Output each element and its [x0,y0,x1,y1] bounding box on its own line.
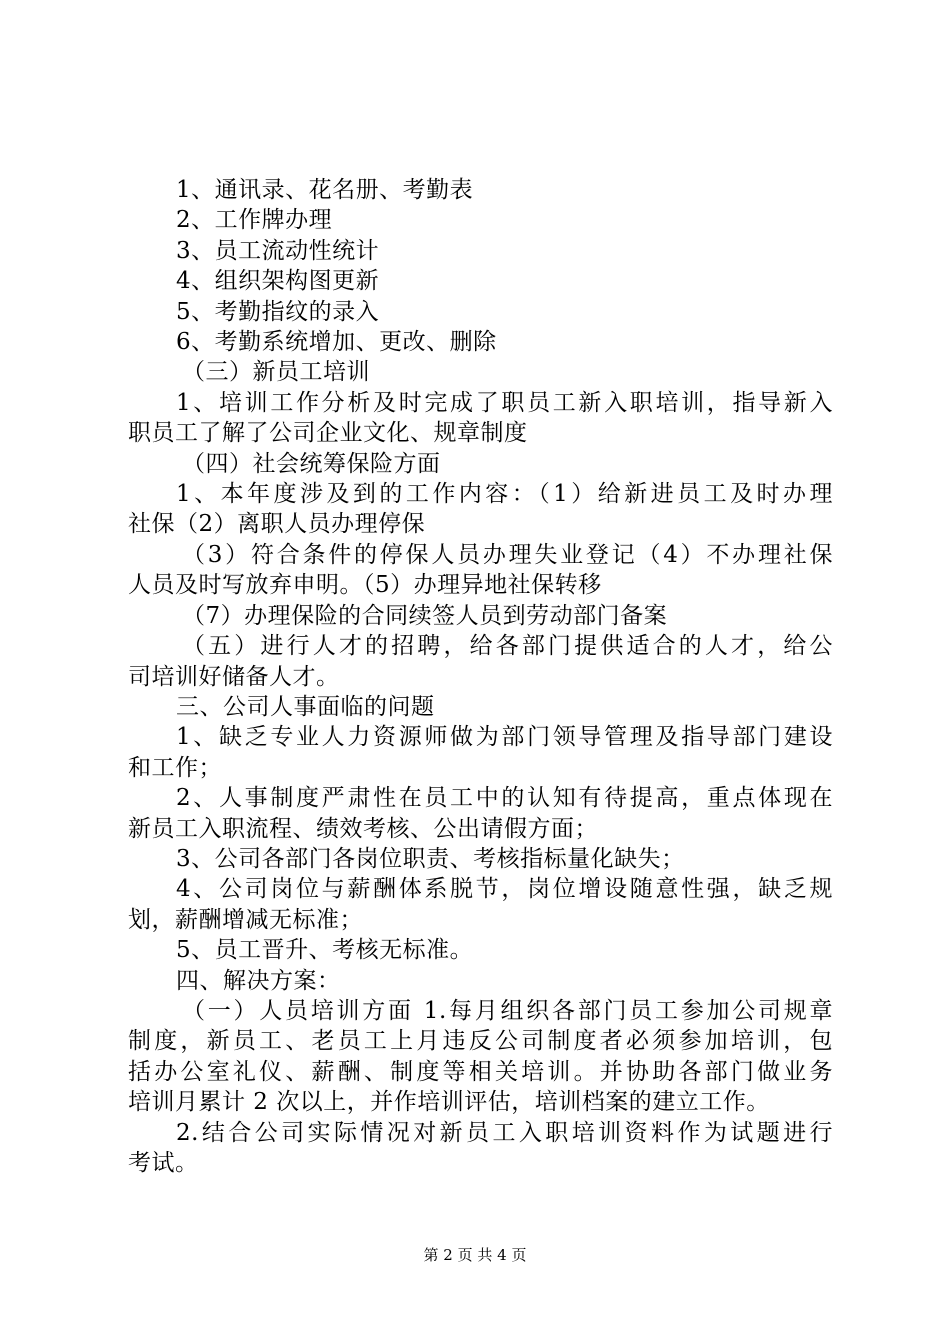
paragraph-line: 3、公司各部门各岗位职责、考核指标量化缺失； [176,845,685,872]
paragraph-line: （3）符合条件的停保人员办理失业登记（4）不办理社保 [182,541,833,568]
paragraph-line: 划，薪酬增减无标准； [128,906,363,933]
paragraph-line: 制度，新员工、老员工上月违反公司制度者必须参加培训，包 [128,1028,833,1055]
document-body [128,175,833,1178]
paragraph-line: 新员工入职流程、绩效考核、公出请假方面； [128,815,598,842]
paragraph-line: 考试。 [128,1150,199,1176]
paragraph-line: 2、人事制度严肃性在员工中的认知有待提高，重点体现在 [176,785,833,812]
paragraph-line: （7）办理保险的合同续签人员到劳动部门备案 [182,602,668,629]
list-item: 1、通讯录、花名册、考勤表 [176,177,474,203]
paragraph-line: 括办公室礼仪、薪酬、制度等相关培训。并协助各部门做业务 [128,1058,833,1085]
list-item: 4、组织架构图更新 [176,268,380,295]
paragraph-line: 1、本年度涉及到的工作内容：（1）给新进员工及时办理 [176,481,833,508]
page-number-footer: 第 2 页 共 4 页 [423,1246,527,1264]
list-item: 3、员工流动性统计 [176,237,380,264]
list-item: 2、工作牌办理 [176,207,333,234]
paragraph-line: 1、培训工作分析及时完成了职员工新入职培训，指导新入 [176,389,833,416]
paragraph-line: 社保（2）离职人员办理停保 [128,511,426,538]
paragraph-line: 培训月累计 2 次以上，并作培训评估，培训档案的建立工作。 [128,1089,770,1116]
paragraph-line: 司培训好储备人才。 [128,663,340,690]
paragraph-line: 和工作； [128,754,222,781]
section-heading: 四、解决方案： [176,967,341,994]
paragraph-line: 2.结合公司实际情况对新员工入职培训资料作为试题进行 [176,1119,833,1146]
paragraph-line: 4、公司岗位与薪酬体系脱节，岗位增设随意性强，缺乏规 [176,876,833,903]
list-item: 5、考勤指纹的录入 [176,298,380,325]
paragraph-line: （五）进行人才的招聘，给各部门提供适合的人才，给公 [182,633,833,660]
paragraph-line: 职员工了解了公司企业文化、规章制度 [128,420,528,447]
paragraph-line: 5、员工晋升、考核无标准。 [176,937,474,964]
section-heading: 三、公司人事面临的问题 [176,693,435,720]
section-heading: （四）社会统筹保险方面 [182,450,441,477]
paragraph-line: 1、缺乏专业人力资源师做为部门领导管理及指导部门建设 [176,724,833,751]
paragraph-line: 人员及时写放弃申明。（5）办理异地社保转移 [128,572,602,599]
section-heading: （三）新员工培训 [182,359,370,386]
paragraph-line: （一）人员培训方面 1.每月组织各部门员工参加公司规章 [182,997,833,1024]
list-item: 6、考勤系统增加、更改、删除 [176,329,497,356]
